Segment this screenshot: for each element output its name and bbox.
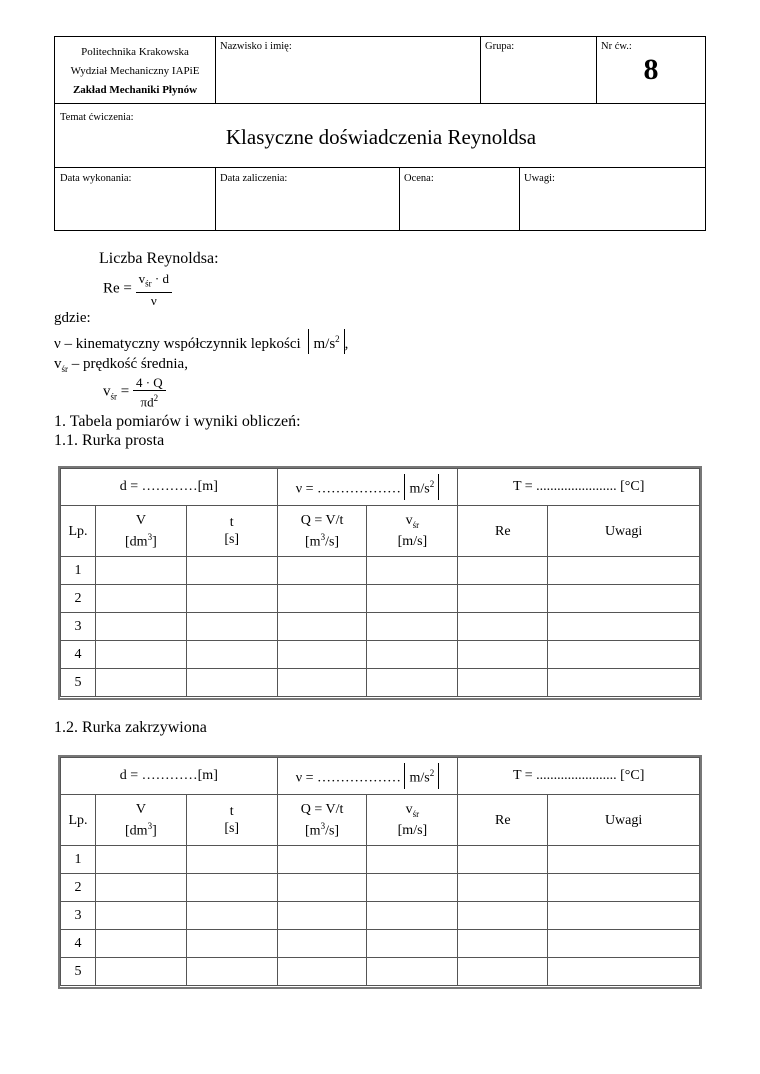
exercise-number: 8 bbox=[643, 53, 659, 86]
grade-field[interactable] bbox=[401, 187, 517, 227]
temperature-cell[interactable]: T = ....................... [°C] bbox=[458, 758, 700, 795]
topic-label: Temat ćwiczenia: bbox=[60, 112, 134, 123]
section-1-heading: 1. Tabela pomiarów i wyniki obliczeń: bbox=[54, 413, 301, 430]
col-lp: Lp. bbox=[61, 506, 96, 557]
table-row: 2 bbox=[61, 585, 700, 613]
table-row: 5 bbox=[61, 669, 700, 697]
institution-university: Politechnika Krakowska bbox=[81, 46, 189, 58]
table-row: 3 bbox=[61, 902, 700, 930]
page-title: Klasyczne doświadczenia Reynoldsa bbox=[225, 125, 537, 149]
nu-cell[interactable]: ν = ……………… $m/s^2$ bbox=[277, 758, 458, 795]
col-q: Q = V/t $[m^3/s]$ bbox=[277, 795, 367, 846]
section-1-2-heading: 1.2. Rurka zakrzywiona bbox=[54, 719, 207, 736]
col-re: Re bbox=[458, 506, 548, 557]
institution-department: Zakład Mechaniki Płynów bbox=[72, 84, 198, 96]
nu-unit: $m/s^2$ bbox=[308, 329, 344, 354]
d-cell[interactable]: d = …………[m] bbox=[61, 469, 278, 506]
date-pass-label: Data zaliczenia: bbox=[220, 173, 288, 184]
reynolds-formula: Re = $\frac{v_{śr} \cdot d}{\nu}$ bbox=[103, 271, 172, 308]
table-row: 4 bbox=[61, 930, 700, 958]
date-done-label: Data wykonania: bbox=[60, 173, 132, 184]
institution-block bbox=[55, 37, 215, 100]
table-row: 4 bbox=[61, 641, 700, 669]
table-row: 1 bbox=[61, 846, 700, 874]
col-vsr: $v_{śr}$ [m/s] bbox=[367, 795, 458, 846]
nu-description: ν – kinematyczny współczynnik lepkości $m/s^2$ , bbox=[54, 329, 348, 354]
section-1-1-heading: 1.1. Rurka prosta bbox=[54, 432, 165, 449]
exercise-no-label: Nr ćw.: bbox=[601, 41, 632, 52]
col-v: V $[dm^3]$ bbox=[95, 795, 186, 846]
re-num: v bbox=[138, 271, 146, 286]
re-lhs: Re = bbox=[103, 280, 132, 297]
col-vsr: $v_{śr}$ [m/s] bbox=[367, 506, 458, 557]
col-re: Re bbox=[458, 795, 548, 846]
remarks-label: Uwagi: bbox=[524, 173, 555, 184]
col-q: Q = V/t $[m^3/s]$ bbox=[277, 506, 367, 557]
col-t: t [s] bbox=[186, 795, 277, 846]
where-label: gdzie: bbox=[54, 310, 91, 326]
remarks-field[interactable] bbox=[521, 187, 703, 227]
col-uwagi: Uwagi bbox=[548, 506, 700, 557]
grade-label: Ocena: bbox=[404, 173, 434, 184]
col-lp: Lp. bbox=[61, 795, 96, 846]
temperature-cell[interactable]: T = ....................... [°C] bbox=[458, 469, 700, 506]
table-rurka-zakrzywiona bbox=[60, 757, 700, 986]
table-row: 3 bbox=[61, 613, 700, 641]
institution-faculty: Wydział Mechaniczny IAPiE bbox=[70, 65, 200, 77]
table-row: 1 bbox=[61, 557, 700, 585]
table-row: 2 bbox=[61, 874, 700, 902]
nu-cell[interactable]: ν = ……………… $m/s^2$ bbox=[277, 469, 458, 506]
reynolds-heading: Liczba Reynoldsa: bbox=[99, 250, 219, 267]
name-field[interactable] bbox=[217, 55, 477, 101]
group-field[interactable] bbox=[482, 55, 594, 101]
date-pass-field[interactable] bbox=[217, 187, 397, 227]
vsr-formula: $v_{śr}$ = $\frac{4 \cdot Q}{\pi d^2}$ bbox=[103, 375, 166, 409]
vsr-description: $v_{śr}$ – prędkość średnia, bbox=[54, 356, 188, 374]
re-den: ν bbox=[150, 292, 157, 308]
date-done-field[interactable] bbox=[57, 187, 212, 227]
d-cell[interactable]: d = …………[m] bbox=[61, 758, 278, 795]
name-label: Nazwisko i imię: bbox=[220, 41, 292, 52]
col-v: V $[dm^3]$ bbox=[95, 506, 186, 557]
header-box bbox=[54, 36, 706, 231]
group-label: Grupa: bbox=[485, 41, 515, 52]
col-t: t [s] bbox=[186, 506, 277, 557]
table-row: 5 bbox=[61, 958, 700, 986]
col-uwagi: Uwagi bbox=[548, 795, 700, 846]
table-rurka-prosta bbox=[60, 468, 700, 697]
